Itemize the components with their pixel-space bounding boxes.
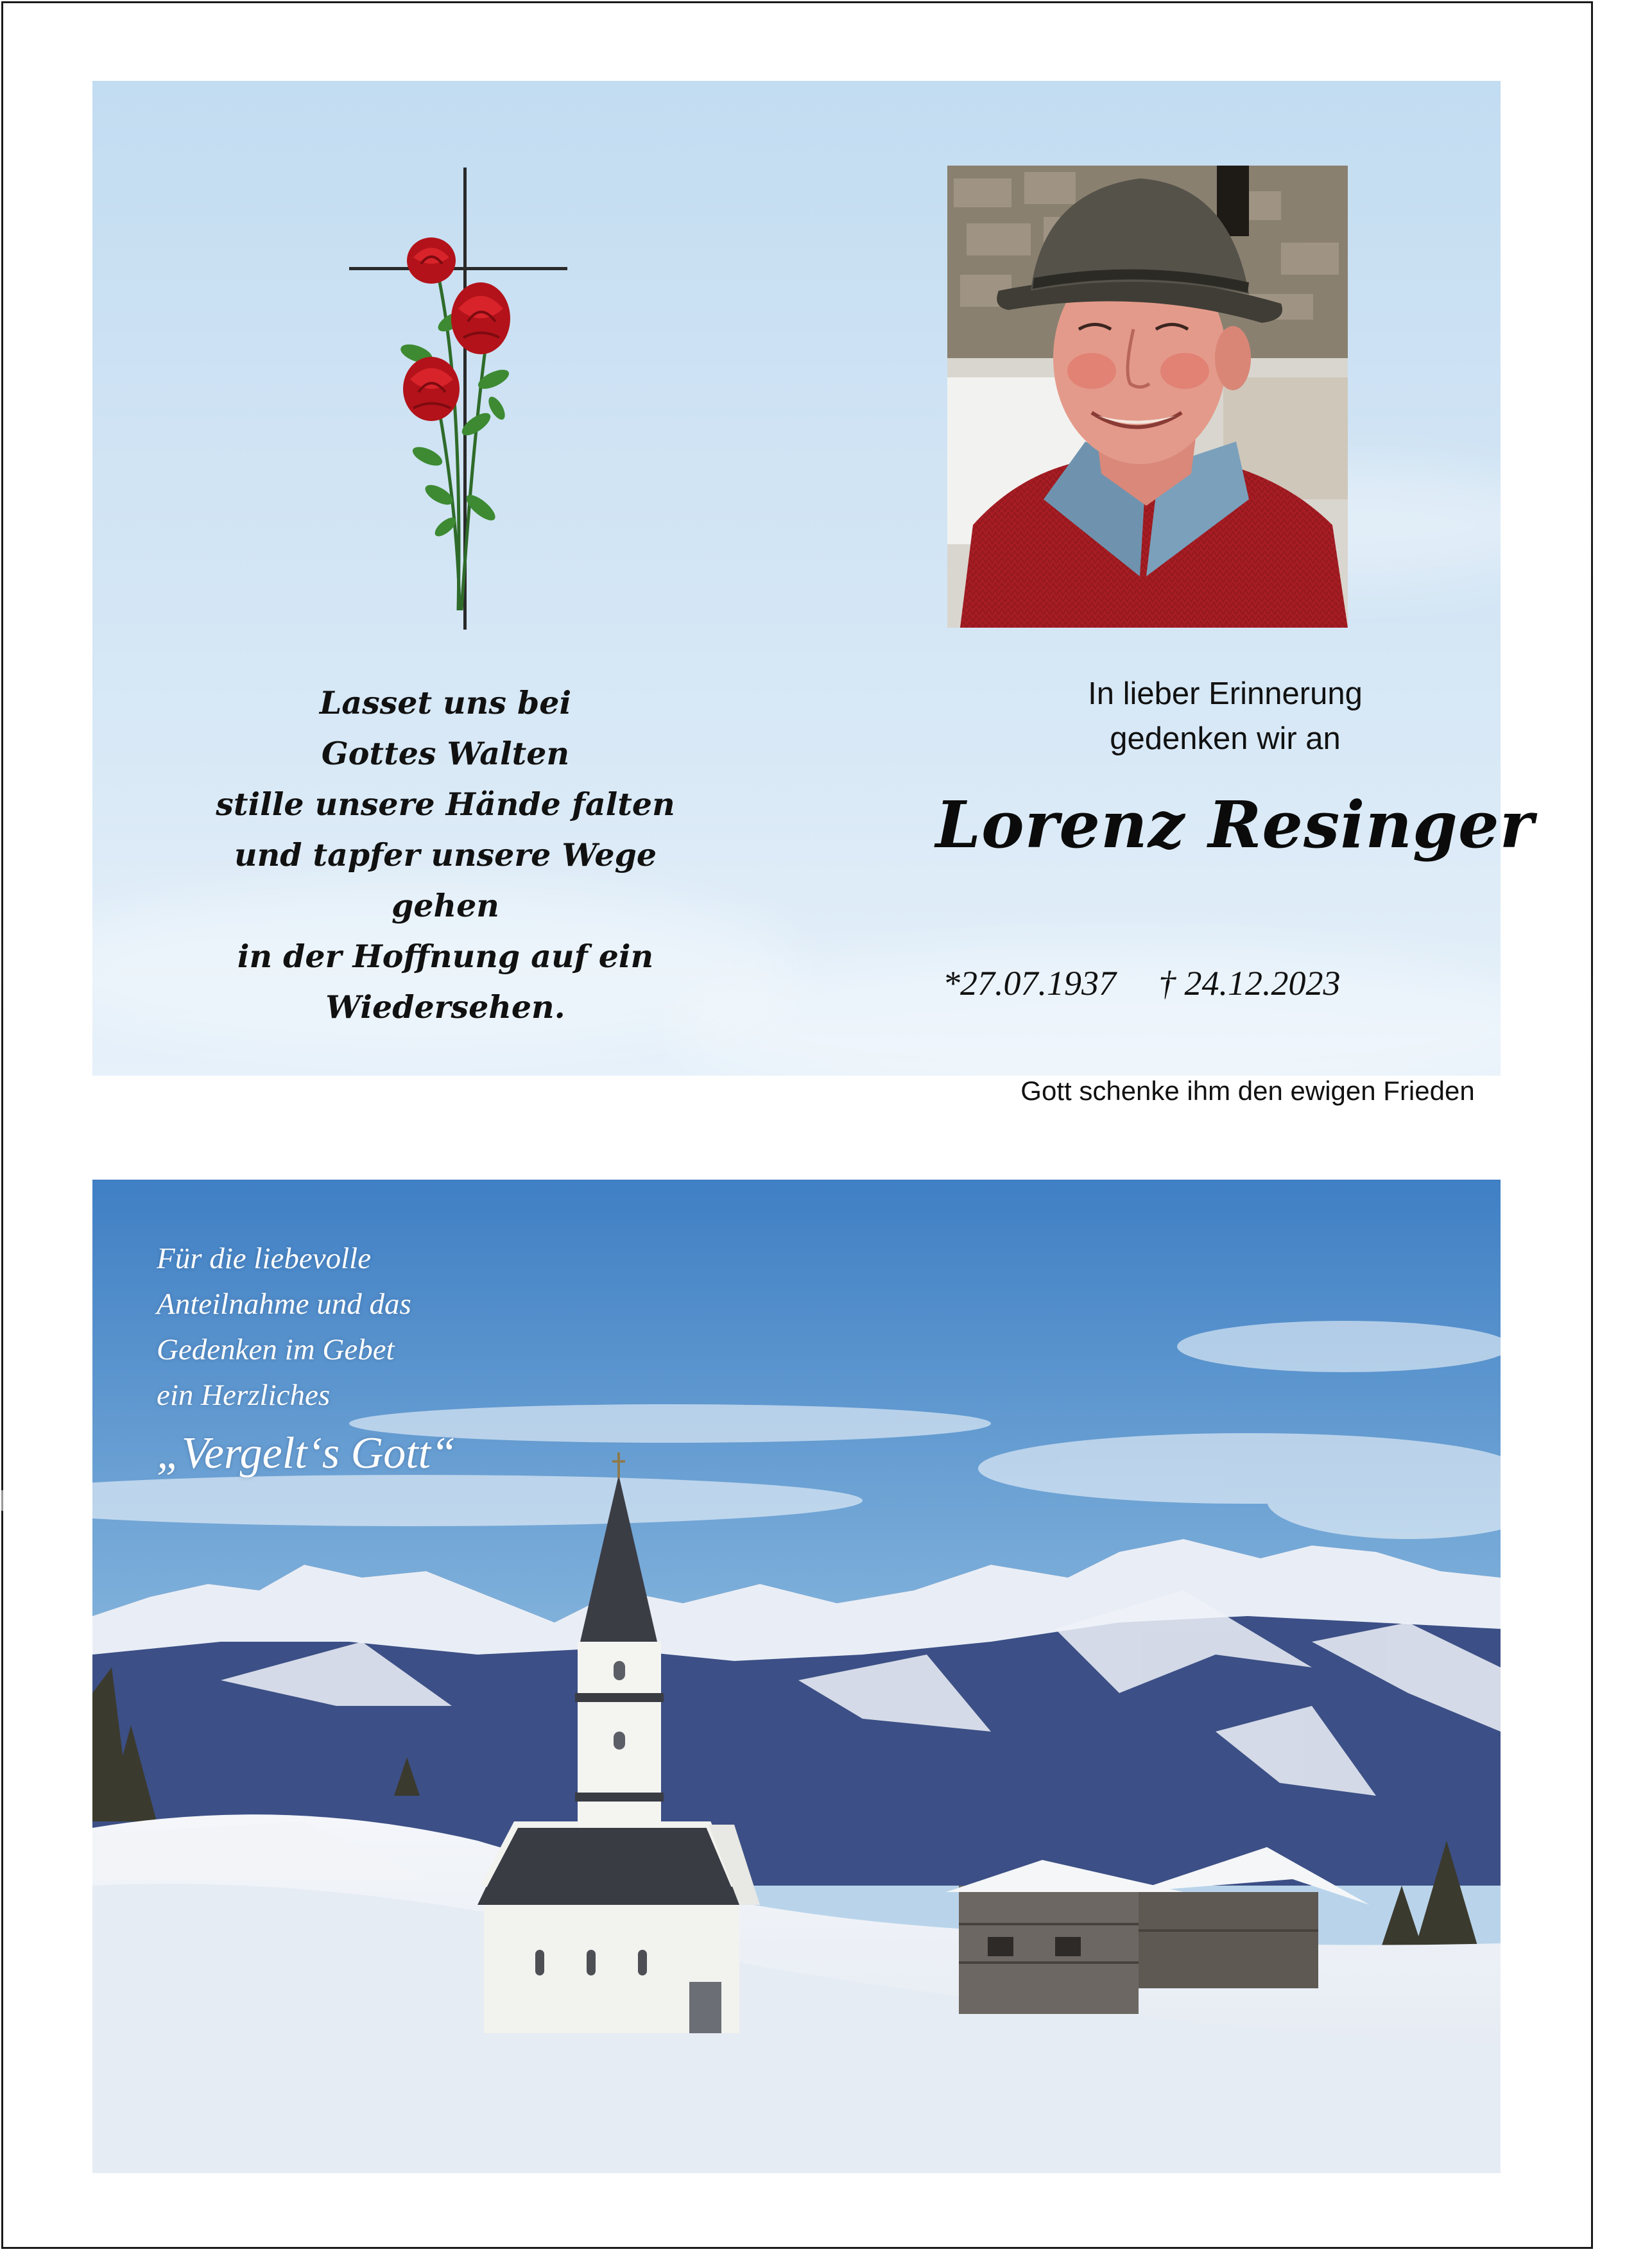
memorial-verse <box>195 678 696 1033</box>
thanks-line: ein Herzliches <box>157 1379 331 1412</box>
blessing-text: Gott schenke ihm den ewigen Frieden <box>1020 1076 1475 1106</box>
verse-line: Wiedersehen. <box>325 988 565 1026</box>
verse-line: gehen <box>391 887 499 924</box>
thanks-line: Gedenken im Gebet <box>157 1333 395 1366</box>
thank-you-message <box>157 1236 456 1489</box>
remembrance-line: gedenken wir an <box>1110 721 1341 756</box>
obituary-back-panel <box>92 1180 1501 2173</box>
birth-date: *27.07.1937 <box>943 964 1116 1002</box>
life-dates <box>943 963 1520 1003</box>
thanks-line: Für die liebevolle <box>157 1242 372 1275</box>
cross-with-roses-icon <box>349 168 580 630</box>
remembrance-intro <box>856 671 1594 761</box>
vergelts-gott-text: „Vergelt‘s Gott“ <box>157 1429 456 1478</box>
verse-line: stille unsere Hände falten <box>216 786 675 823</box>
deceased-name: Lorenz Resinger <box>935 787 1535 863</box>
verse-line: Lasset uns bei <box>319 684 572 721</box>
obituary-front-panel <box>92 81 1535 1106</box>
portrait-photo <box>947 166 1348 628</box>
verse-line: und tapfer unsere Wege <box>234 836 657 873</box>
thanks-line: Anteilnahme und das <box>157 1287 411 1321</box>
verse-line: in der Hoffnung auf ein <box>237 938 654 975</box>
death-date: † 24.12.2023 <box>1158 964 1341 1002</box>
remembrance-line: In lieber Erinnerung <box>1088 676 1363 711</box>
verse-line: Gottes Walten <box>321 735 570 772</box>
